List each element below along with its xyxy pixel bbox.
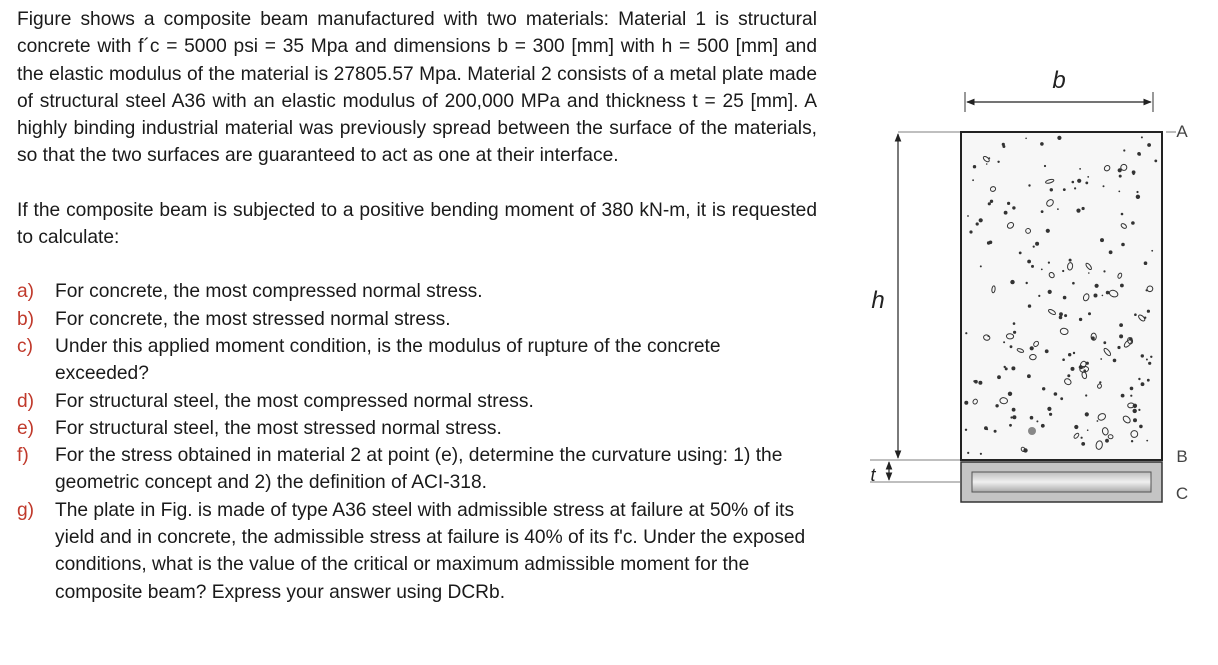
question-text: For concrete, the most compressed normal stress.	[55, 281, 483, 303]
aggregate-dot	[1041, 424, 1045, 428]
aggregate-dot	[1004, 211, 1008, 215]
aggregate-dot	[1146, 359, 1148, 361]
steel-plate-face	[972, 472, 1151, 492]
aggregate-dot	[1071, 367, 1075, 371]
aggregate-dot	[1073, 352, 1075, 354]
aggregate-dot	[1085, 412, 1089, 416]
aggregate-dot	[980, 265, 982, 267]
beam-cross-section-figure	[860, 60, 1200, 520]
aggregate-dot	[1035, 242, 1039, 246]
aggregate-dot	[1138, 409, 1140, 411]
aggregate-dot	[990, 200, 993, 203]
aggregate-dot	[1038, 295, 1040, 297]
question-letter: a)	[17, 281, 35, 303]
aggregate-dot	[1133, 418, 1137, 422]
aggregate-dot	[1049, 413, 1052, 416]
aggregate-dot	[1044, 165, 1046, 167]
aggregate-dot	[1136, 191, 1138, 193]
aggregate-dot	[1139, 425, 1143, 429]
question-letter: f)	[17, 445, 29, 467]
question-text: For structural steel, the most stressed normal stress.	[55, 417, 502, 439]
concrete-section	[961, 132, 1162, 460]
aggregate-dot	[1011, 366, 1015, 370]
aggregate-dot	[1010, 280, 1014, 284]
aggregate-dot	[1082, 207, 1085, 210]
aggregate-dot	[1031, 265, 1034, 268]
aggregate-dot	[1010, 416, 1012, 418]
aggregate-dot	[1081, 442, 1085, 446]
aggregate-stone	[1028, 427, 1036, 435]
aggregate-dot	[997, 161, 999, 163]
aggregate-dot	[1147, 310, 1150, 313]
aggregate-dot	[1087, 429, 1089, 431]
aggregate-dot	[1085, 182, 1088, 185]
aggregate-dot	[1050, 188, 1053, 191]
aggregate-dot	[976, 222, 979, 225]
aggregate-dot	[1113, 359, 1117, 363]
point-label-a: A	[1176, 122, 1188, 141]
aggregate-dot	[1041, 269, 1043, 271]
aggregate-dot	[1047, 407, 1051, 411]
aggregate-dot	[1141, 382, 1145, 386]
aggregate-dot	[1004, 366, 1006, 368]
aggregate-dot	[1027, 260, 1031, 264]
aggregate-dot	[1008, 392, 1012, 396]
aggregate-dot	[1133, 409, 1137, 413]
aggregate-dot	[964, 401, 968, 405]
aggregate-dot	[1123, 149, 1125, 151]
intro-paragraph: Figure shows a composite beam manufactured with two materials: Material 1 is structural concrete with f´c = 5000 psi = 35 Mpa and dimensions b = 300 [mm] with h = 500 [mm] and the elastic modulus of the material is 27805.57 Mpa. Material 2 consists of a metal plate made of structural steel A36 with an elastic modulus of 200,000 MPa and thickness t = 25 [mm]. A highly binding industrial material was previously spread between the surface of the materials, so that the two surfaces are guaranteed to act as one at their interface.	[17, 9, 817, 167]
height-label-h: h	[871, 287, 885, 314]
aggregate-dot	[973, 380, 975, 382]
point-label-b: B	[1176, 447, 1188, 466]
aggregate-dot	[988, 202, 991, 205]
aggregate-dot	[1013, 331, 1016, 334]
aggregate-dot	[969, 230, 972, 233]
aggregate-dot	[979, 218, 983, 222]
aggregate-dot	[1074, 187, 1076, 189]
aggregate-dot	[1146, 440, 1148, 442]
aggregate-dot	[965, 332, 967, 334]
aggregate-dot	[1063, 296, 1067, 300]
aggregate-dot	[1057, 136, 1061, 140]
question-letter: c)	[17, 335, 33, 357]
aggregate-dot	[967, 452, 969, 454]
aggregate-dot	[1041, 210, 1044, 213]
aggregate-dot	[1118, 191, 1120, 193]
aggregate-dot	[1079, 318, 1082, 321]
aggregate-dot	[1121, 213, 1124, 216]
aggregate-dot	[1063, 188, 1066, 191]
aggregate-dot	[1072, 282, 1075, 285]
aggregate-dot	[1095, 284, 1099, 288]
aggregate-dot	[1097, 420, 1099, 422]
aggregate-dot	[1054, 392, 1058, 396]
aggregate-dot	[1046, 229, 1050, 233]
aggregate-dot	[997, 375, 1001, 379]
aggregate-dot	[978, 381, 982, 385]
aggregate-dot	[1048, 290, 1052, 294]
question-text: For the stress obtained in material 2 at point (e), determine the curvature using: 1) the geometric concept and 2) the definition of ACI-318.	[55, 445, 783, 494]
aggregate-dot	[1130, 387, 1134, 391]
aggregate-dot	[1026, 282, 1028, 284]
aggregate-dot	[1148, 362, 1151, 365]
aggregate-dot	[1144, 261, 1148, 265]
aggregate-dot	[1009, 424, 1012, 427]
aggregate-dot	[1131, 221, 1135, 225]
aggregate-dot	[1048, 262, 1050, 264]
aggregate-dot	[1150, 356, 1152, 358]
aggregate-dot	[1131, 440, 1133, 442]
problem-statement	[17, 6, 817, 606]
aggregate-dot	[1059, 312, 1063, 316]
question-text: Under this applied moment condition, is the modulus of rupture of the concrete exceeded?	[55, 335, 721, 385]
aggregate-dot	[1079, 168, 1081, 170]
aggregate-dot	[1030, 346, 1034, 350]
aggregate-dot	[1012, 206, 1015, 209]
aggregate-dot	[1028, 184, 1030, 186]
aggregate-dot	[1045, 349, 1049, 353]
question-text: The plate in Fig. is made of type A36 steel with admissible stress at failure at 50% of its yield and in concrete, the admissible stress at failure is 40% of its f'c. Under the exposed conditions, what is the value of the critical or maximum admissible moment for the composite beam? Express your answer using DCRb.	[55, 499, 806, 603]
aggregate-dot	[1094, 294, 1098, 298]
aggregate-dot	[1069, 259, 1072, 262]
point-label-c: C	[1175, 484, 1189, 503]
aggregate-dot	[1088, 312, 1091, 315]
aggregate-dot	[1120, 284, 1124, 288]
question-list	[17, 278, 817, 606]
aggregate-dot	[1033, 246, 1035, 248]
aggregate-dot	[1074, 425, 1078, 429]
aggregate-dot	[1141, 354, 1144, 357]
aggregate-dot	[1105, 439, 1109, 443]
aggregate-dot	[1099, 381, 1101, 383]
question-item	[17, 333, 817, 388]
aggregate-dot	[1119, 175, 1122, 178]
aggregate-dot	[1025, 138, 1027, 140]
question-letter: d)	[17, 390, 35, 412]
aggregate-dot	[1102, 295, 1104, 297]
aggregate-dot	[995, 404, 998, 407]
aggregate-dot	[1141, 136, 1143, 138]
question-letter: b)	[17, 308, 35, 330]
aggregate-dot	[1137, 152, 1141, 156]
aggregate-dot	[984, 426, 988, 430]
aggregate-dot	[1062, 358, 1065, 361]
aggregate-dot	[1057, 208, 1059, 210]
width-label-b: b	[1052, 67, 1066, 94]
aggregate-dot	[1119, 334, 1123, 338]
aggregate-dot	[1010, 345, 1013, 348]
aggregate-dot	[1007, 202, 1010, 205]
aggregate-dot	[1019, 252, 1022, 255]
question-letter: e)	[17, 417, 35, 439]
aggregate-dot	[1100, 238, 1104, 242]
aggregate-dot	[1027, 374, 1031, 378]
aggregate-dot	[1103, 341, 1106, 344]
aggregate-dot	[1040, 142, 1044, 146]
aggregate-dot	[1103, 185, 1105, 187]
thickness-label-t: t	[870, 465, 876, 485]
question-text: For structural steel, the most compressed normal stress.	[55, 390, 534, 412]
aggregate-dot	[1154, 160, 1157, 163]
aggregate-dot	[972, 179, 974, 181]
question-item	[17, 415, 817, 442]
aggregate-dot	[1067, 374, 1070, 377]
aggregate-dot	[987, 241, 990, 244]
aggregate-dot	[1121, 243, 1125, 247]
aggregate-dot	[1119, 323, 1123, 327]
aggregate-dot	[1087, 176, 1089, 178]
aggregate-dot	[965, 429, 967, 431]
question-text: For concrete, the most stressed normal stress.	[55, 308, 451, 330]
aggregate-dot	[1081, 437, 1083, 439]
question-item	[17, 278, 817, 305]
aggregate-dot	[1062, 270, 1064, 272]
aggregate-dot	[1064, 314, 1067, 317]
aggregate-dot	[1072, 181, 1075, 184]
aggregate-dot	[986, 163, 988, 165]
question-item	[17, 497, 817, 606]
request-paragraph: If the composite beam is subjected to a positive bending moment of 380 kN-m, it is requested to calculate:	[17, 199, 817, 249]
aggregate-dot	[1109, 250, 1113, 254]
aggregate-dot	[1060, 397, 1063, 400]
aggregate-dot	[1130, 395, 1132, 397]
question-item	[17, 388, 817, 415]
aggregate-dot	[1134, 313, 1137, 316]
aggregate-dot	[1002, 143, 1005, 146]
question-item	[17, 306, 817, 333]
aggregate-dot	[1028, 304, 1031, 307]
aggregate-dot	[1085, 394, 1087, 396]
aggregate-dot	[1013, 322, 1016, 325]
aggregate-dot	[1003, 341, 1005, 343]
aggregate-dot	[1121, 394, 1125, 398]
aggregate-dot	[980, 453, 982, 455]
aggregate-dot	[1068, 353, 1071, 356]
aggregate-dot	[1132, 173, 1134, 175]
aggregate-dot	[1117, 346, 1120, 349]
aggregate-dot	[1151, 250, 1153, 252]
aggregate-dot	[967, 215, 969, 217]
aggregate-dot	[1012, 415, 1016, 419]
question-letter: g)	[17, 499, 35, 521]
question-item	[17, 442, 817, 497]
aggregate-dot	[1077, 179, 1081, 183]
aggregate-dot	[1036, 420, 1038, 422]
aggregate-dot	[1076, 209, 1080, 213]
aggregate-dot	[973, 165, 976, 168]
aggregate-dot	[1059, 316, 1063, 320]
aggregate-dot	[1103, 270, 1105, 272]
aggregate-dot	[1030, 416, 1034, 420]
aggregate-dot	[1042, 387, 1045, 390]
aggregate-dot	[1147, 379, 1150, 382]
aggregate-dot	[994, 430, 997, 433]
aggregate-dot	[1100, 358, 1102, 360]
aggregate-dot	[1147, 143, 1151, 147]
aggregate-dot	[1012, 408, 1016, 412]
aggregate-dot	[1136, 195, 1140, 199]
aggregate-dot	[1138, 378, 1140, 380]
aggregate-dot	[1088, 272, 1090, 274]
